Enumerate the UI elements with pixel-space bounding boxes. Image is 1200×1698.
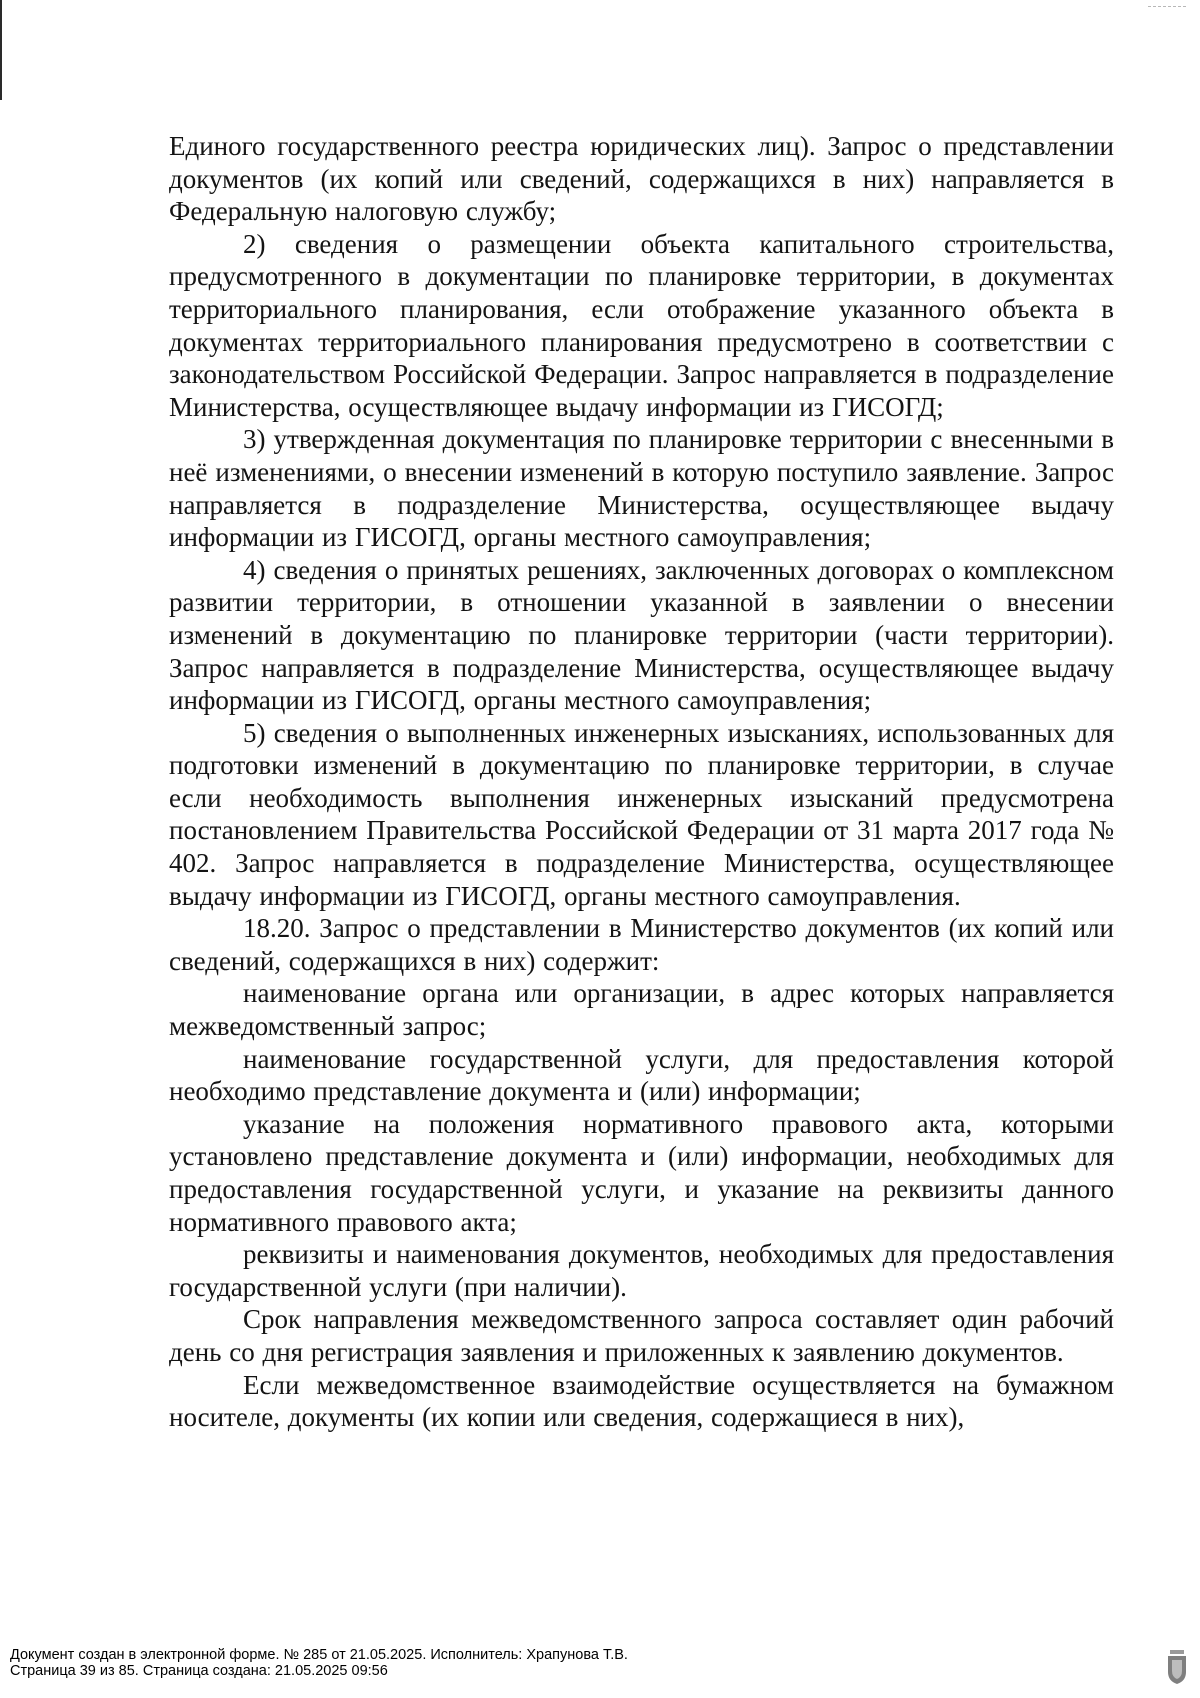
- document-body: [169, 130, 1114, 1434]
- paragraph-6: 18.20. Запрос о представлении в Министерство документов (их копий или сведений, содержащихся в них) содержит:: [169, 913, 1114, 976]
- document-footer: [10, 1647, 628, 1679]
- footer-line-1: Документ создан в электронной форме. № 285 от 21.05.2025. Исполнитель: Храпунова Т.В.: [10, 1647, 628, 1663]
- paragraph-8: наименование государственной услуги, для предоставления которой необходимо представление документа и (или) информации;: [169, 1043, 1114, 1107]
- paragraph-4: 4) сведения о принятых решениях, заключенных договорах о комплексном развитии территории, в отношении указанной в заявлении о внесении изменений в документацию по планировке территории (части территории). Запрос направляется в подразделение Министерства, осуществляющее выдачу информации из ГИСОГД, органы местного самоуправления;: [169, 554, 1114, 716]
- coat-of-arms-icon: [1166, 1650, 1188, 1684]
- paragraph-10: реквизиты и наименования документов, необходимых для предоставления государственной услуги (при наличии).: [169, 1239, 1114, 1302]
- paragraph-11: Срок направления межведомственного запроса составляет один рабочий день со дня регистрация заявления и приложенных к заявлению документов.: [169, 1304, 1114, 1367]
- paragraph-5: 5) сведения о выполненных инженерных изысканиях, использованных для подготовки изменений в документацию по планировке территории, в случае если необходимость выполнения инженерных изысканий предусмотрена постановлением Правительства Российской Федерации от 31 марта 2017 года № 402. Запрос направляется в подразделение Министерства, осуществляющее выдачу информации из ГИСОГД, органы местного самоуправления.: [169, 717, 1114, 911]
- paragraph-2: 2) сведения о размещении объекта капитального строительства, предусмотренного в документации по планировке территории, в документах территориального планирования, если отображение указанного объекта в документах территориального планирования предусмотрено в соответствии с законодательством Российской Федерации. Запрос направляется в подразделение Министерства, осуществляющее выдачу информации из ГИСОГД;: [169, 228, 1114, 422]
- paragraph-7: наименование органа или организации, в адрес которых направляется межведомственный запрос;: [169, 978, 1114, 1042]
- paragraph-12: Если межведомственное взаимодействие осуществляется на бумажном носителе, документы (их копии или сведения, содержащиеся в них),: [169, 1369, 1114, 1433]
- paragraph-3: 3) утвержденная документация по планировке территории с внесенными в неё изменениями, о внесении изменений в которую поступило заявление. Запрос направляется в подразделение Министерства, осуществляющее выдачу информации из ГИСОГД, органы местного самоуправления;: [169, 424, 1114, 553]
- paragraph-9: указание на положения нормативного правового акта, которыми установлено представление документа и (или) информации, необходимых для предоставления государственной услуги, и указание на реквизиты данного нормативного правового акта;: [169, 1108, 1114, 1237]
- footer-line-2: Страница 39 из 85. Страница создана: 21.05.2025 09:56: [10, 1663, 388, 1679]
- paragraph-1: Единого государственного реестра юридических лиц). Запрос о представлении документов (их копий или сведений, содержащихся в них) направляется в Федеральную налоговую службу;: [169, 131, 1114, 227]
- page-edge-line: [0, 0, 2, 100]
- scan-mark: [1148, 6, 1186, 9]
